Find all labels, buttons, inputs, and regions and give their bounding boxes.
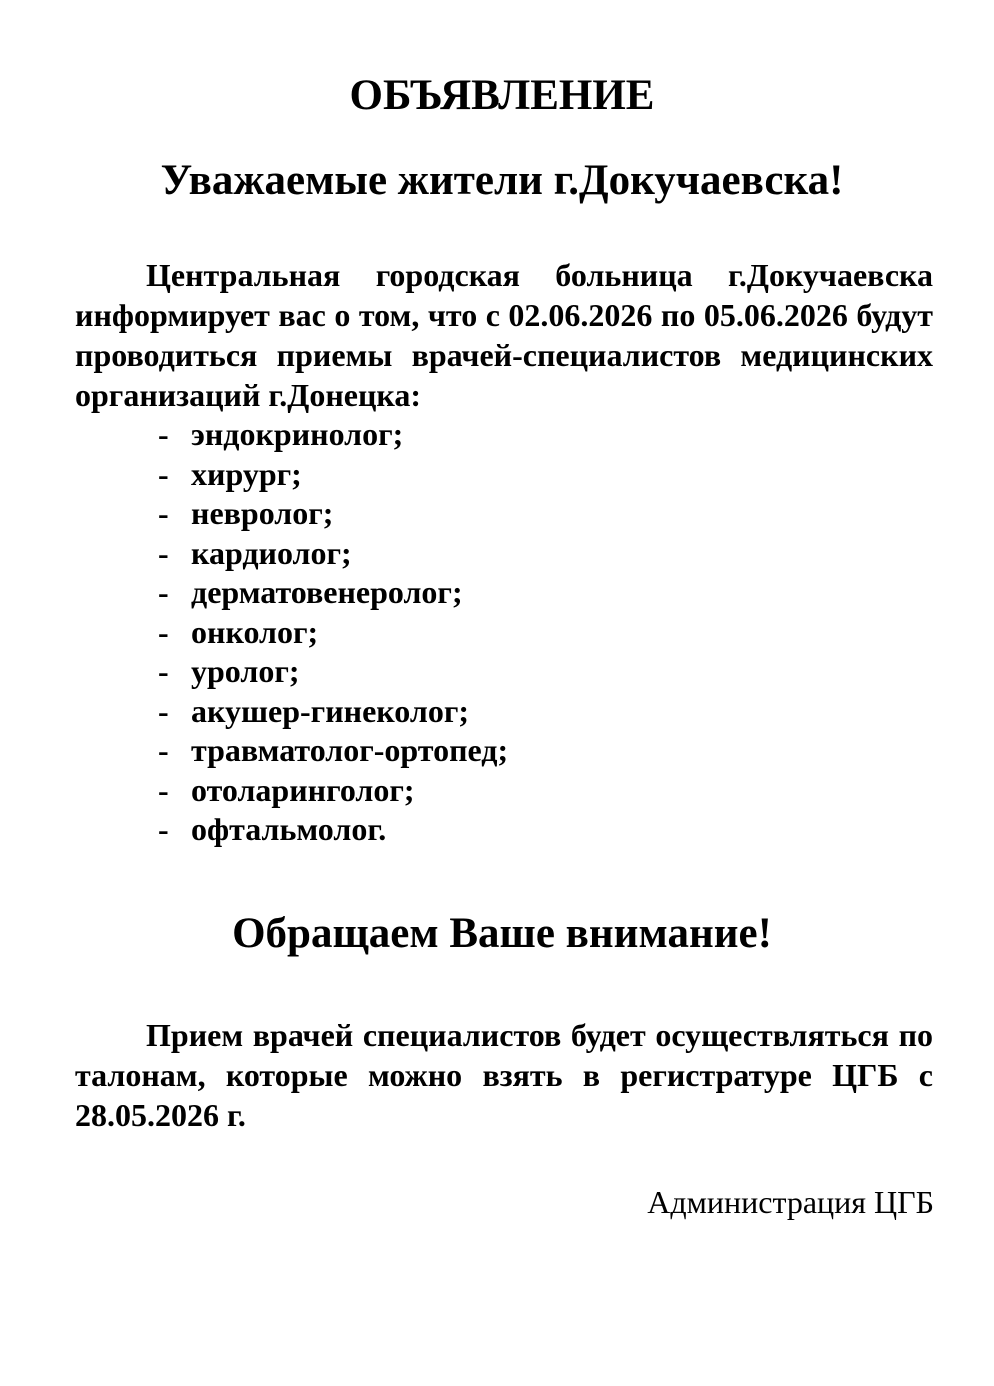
specialist-name: эндокринолог; — [191, 416, 404, 452]
list-marker: - — [158, 416, 169, 452]
list-item — [158, 573, 508, 613]
specialist-name: кардиолог; — [191, 534, 352, 571]
attention-heading: Обращаем Ваше внимание! — [232, 910, 772, 957]
signature: Администрация ЦГБ — [647, 1184, 934, 1220]
list-marker: - — [158, 811, 169, 847]
list-item — [158, 534, 508, 574]
list-marker: - — [158, 534, 169, 571]
list-item — [158, 613, 508, 653]
intro-paragraph — [75, 255, 933, 415]
specialist-name: онколог; — [191, 613, 319, 650]
specialist-name: акушер-гинеколог; — [191, 692, 469, 729]
list-item — [158, 415, 508, 455]
list-item — [158, 810, 508, 850]
list-item — [158, 455, 508, 495]
greeting-heading: Уважаемые жители г.Докучаевска! — [160, 157, 844, 204]
specialist-name: невролог; — [191, 495, 334, 531]
list-item — [158, 731, 508, 771]
list-item — [158, 692, 508, 732]
specialists-list — [158, 415, 508, 850]
list-item — [158, 494, 508, 534]
list-marker: - — [158, 692, 169, 729]
specialist-name: отоларинголог; — [191, 771, 415, 808]
notice-paragraph — [75, 1015, 933, 1135]
list-marker: - — [158, 455, 169, 492]
document-title: ОБЪЯВЛЕНИЕ — [349, 72, 655, 119]
list-item — [158, 771, 508, 811]
intro-text: Центральная городская больница г.Докучаевска информирует вас о том, что с 02.06.2026 по 05.06.2026 будут проводиться приемы врачей-специалистов медицинских организаций г.Донецка: — [75, 257, 933, 413]
notice-text: Прием врачей специалистов будет осуществляться по талонам, которые можно взять в регистратуре ЦГБ с 28.05.2026 г. — [75, 1017, 933, 1133]
specialist-name: травматолог-ортопед; — [191, 732, 509, 768]
list-item — [158, 652, 508, 692]
specialist-name: офтальмолог. — [191, 811, 387, 847]
list-marker: - — [158, 732, 169, 768]
list-marker: - — [158, 574, 169, 610]
list-marker: - — [158, 771, 169, 808]
list-marker: - — [158, 613, 169, 650]
list-marker: - — [158, 653, 169, 689]
specialist-name: хирург; — [191, 455, 302, 492]
specialist-name: уролог; — [191, 653, 300, 689]
specialist-name: дерматовенеролог; — [191, 574, 463, 610]
list-marker: - — [158, 495, 169, 531]
